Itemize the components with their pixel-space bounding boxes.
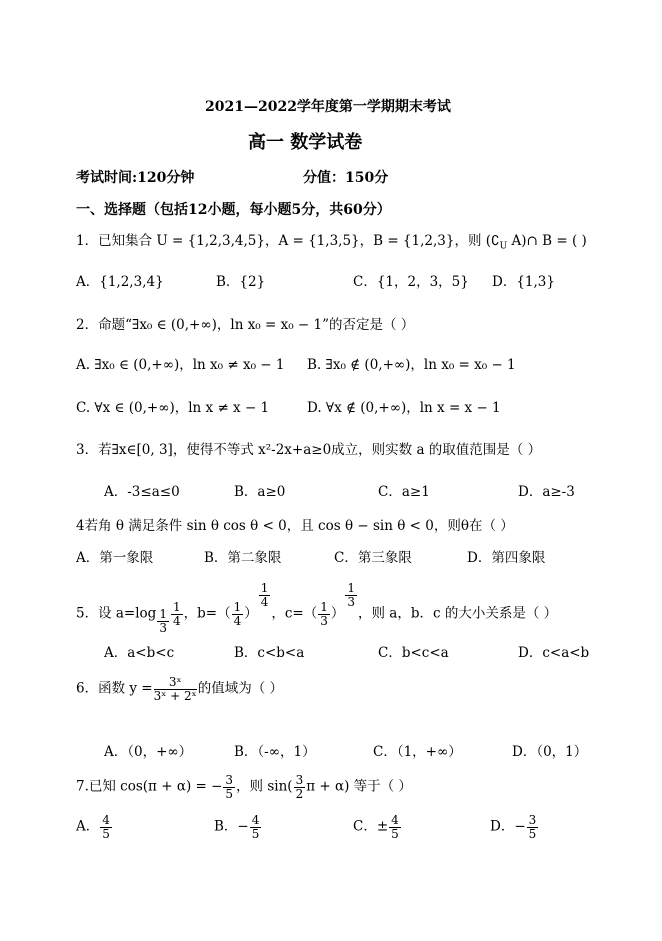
q2-option-d: D. ∀x ∉ (0,+∞)，ln x = x − 1 <box>307 400 501 416</box>
q1-option-d: D．{1,3} <box>492 274 555 290</box>
q5-option-b: B．c<b<a <box>234 645 305 661</box>
q4-stem: 4若角 θ 满足条件 sin θ cos θ < 0，且 cos θ − sin θ < 0，则θ在（ ） <box>76 518 514 534</box>
q5-option-d: D．c<a<b <box>518 645 590 661</box>
exam-score: 分值：150分 <box>303 170 389 186</box>
q6-option-d: D．（0，1） <box>512 744 588 760</box>
q6-option-c: C．（1，+∞） <box>373 744 462 760</box>
q2-stem: 2．命题“∃x₀ ∈ (0,+∞)，ln x₀ = x₀ − 1”的否定是（ ） <box>76 317 415 333</box>
q3-stem: 3．若∃x∈[0, 3]，使得不等式 x²-2x+a≥0成立，则实数 a 的取值范围是（ ） <box>76 442 542 458</box>
q3-option-a: A．-3≤a≤0 <box>104 484 180 500</box>
q4-option-b: B．第二象限 <box>204 550 282 566</box>
q4-option-c: C．第三象限 <box>334 550 412 566</box>
q4-option-a: A．第一象限 <box>76 550 154 566</box>
q1-stem: 1．已知集合 U = {1,2,3,4,5}，A = {1,3,5}，B = {1,2,3}，则 ($∁_U$ A)∩ B = ( ) <box>76 233 587 252</box>
q2-option-c: C. ∀x ∈ (0,+∞)，ln x ≠ x − 1 <box>76 400 270 416</box>
q5-c-base: $\frac{1}{3}$ <box>320 600 328 628</box>
exam-subtitle: 高一 数学试卷 <box>248 132 363 153</box>
q5-log-arg: $\frac{1}{4}$ <box>172 600 181 628</box>
q7-option-a: A． $\frac{4}{5}$ <box>76 813 110 841</box>
q5-c-exponent: $\frac{1}{3}$ <box>347 581 356 609</box>
q3-option-c: C．a≥1 <box>378 484 430 500</box>
exam-title: 2021—2022学年度第一学期期末考试 <box>205 99 451 115</box>
q7-fraction-1: $\frac{3}{5}$ <box>225 773 234 801</box>
q2-option-b: B. ∃x₀ ∉ (0,+∞)，ln x₀ = x₀ − 1 <box>307 357 516 373</box>
q5-b-exponent: $\frac{1}{4}$ <box>260 581 269 609</box>
q5-option-c: C．b<c<a <box>378 645 449 661</box>
q4-option-d: D．第四象限 <box>467 550 546 566</box>
q7-fraction-2: $\frac{3}{2}$ <box>295 773 304 801</box>
q7-stem: 7.已知 cos(π + α) = − $\frac{3}{5}$ ，则 sin( $\frac{3}{2}$ π + α) 等于（ ） <box>76 773 412 801</box>
q3-option-d: D．a≥-3 <box>518 484 575 500</box>
q1-option-b: B．{2} <box>216 274 266 290</box>
q6-option-a: A．（0，+∞） <box>104 744 193 760</box>
q5-stem: 5．设 a=log $\frac{1}{3}$ $\frac{1}{4}$ ，b=（ $\frac{1}{4}$ ） $\frac{1}{4}$ ，c=（ $\frac{1}{3}$ ） $\frac{1}{3}$ ，则 a，b．c 的大小关系是（ ） <box>76 581 558 635</box>
q1-option-a: A．{1,2,3,4} <box>76 274 164 290</box>
q7-option-c: C．± $\frac{4}{5}$ <box>353 813 399 841</box>
q3-option-b: B．a≥0 <box>234 484 286 500</box>
section-heading: 一、选择题（包括12小题，每小题5分，共60分） <box>76 202 391 218</box>
q2-option-a: A. ∃x₀ ∈ (0,+∞)，ln x₀ ≠ x₀ − 1 <box>76 357 285 373</box>
q6-option-b: B．（-∞，1） <box>234 744 316 760</box>
exam-time: 考试时间:120分钟 <box>76 170 195 186</box>
q6-stem: 6．函数 y = $\frac{\text{3ˣ}}{\text{3ˣ + 2ˣ}}$ 的值域为（ ） <box>76 675 284 703</box>
q6-fraction: $\frac{\text{3ˣ}}{\text{3ˣ + 2ˣ}}$ <box>153 675 197 703</box>
q7-option-b: B．− $\frac{4}{5}$ <box>214 813 260 841</box>
q1-option-c: C．{1，2，3，5} <box>353 274 469 290</box>
q5-b-base: $\frac{1}{4}$ <box>233 600 242 628</box>
q5-option-a: A．a<b<c <box>104 645 175 661</box>
q5-log-base: $\frac{1}{3}$ <box>159 607 167 635</box>
q7-option-d: D．− $\frac{3}{5}$ <box>490 813 537 841</box>
